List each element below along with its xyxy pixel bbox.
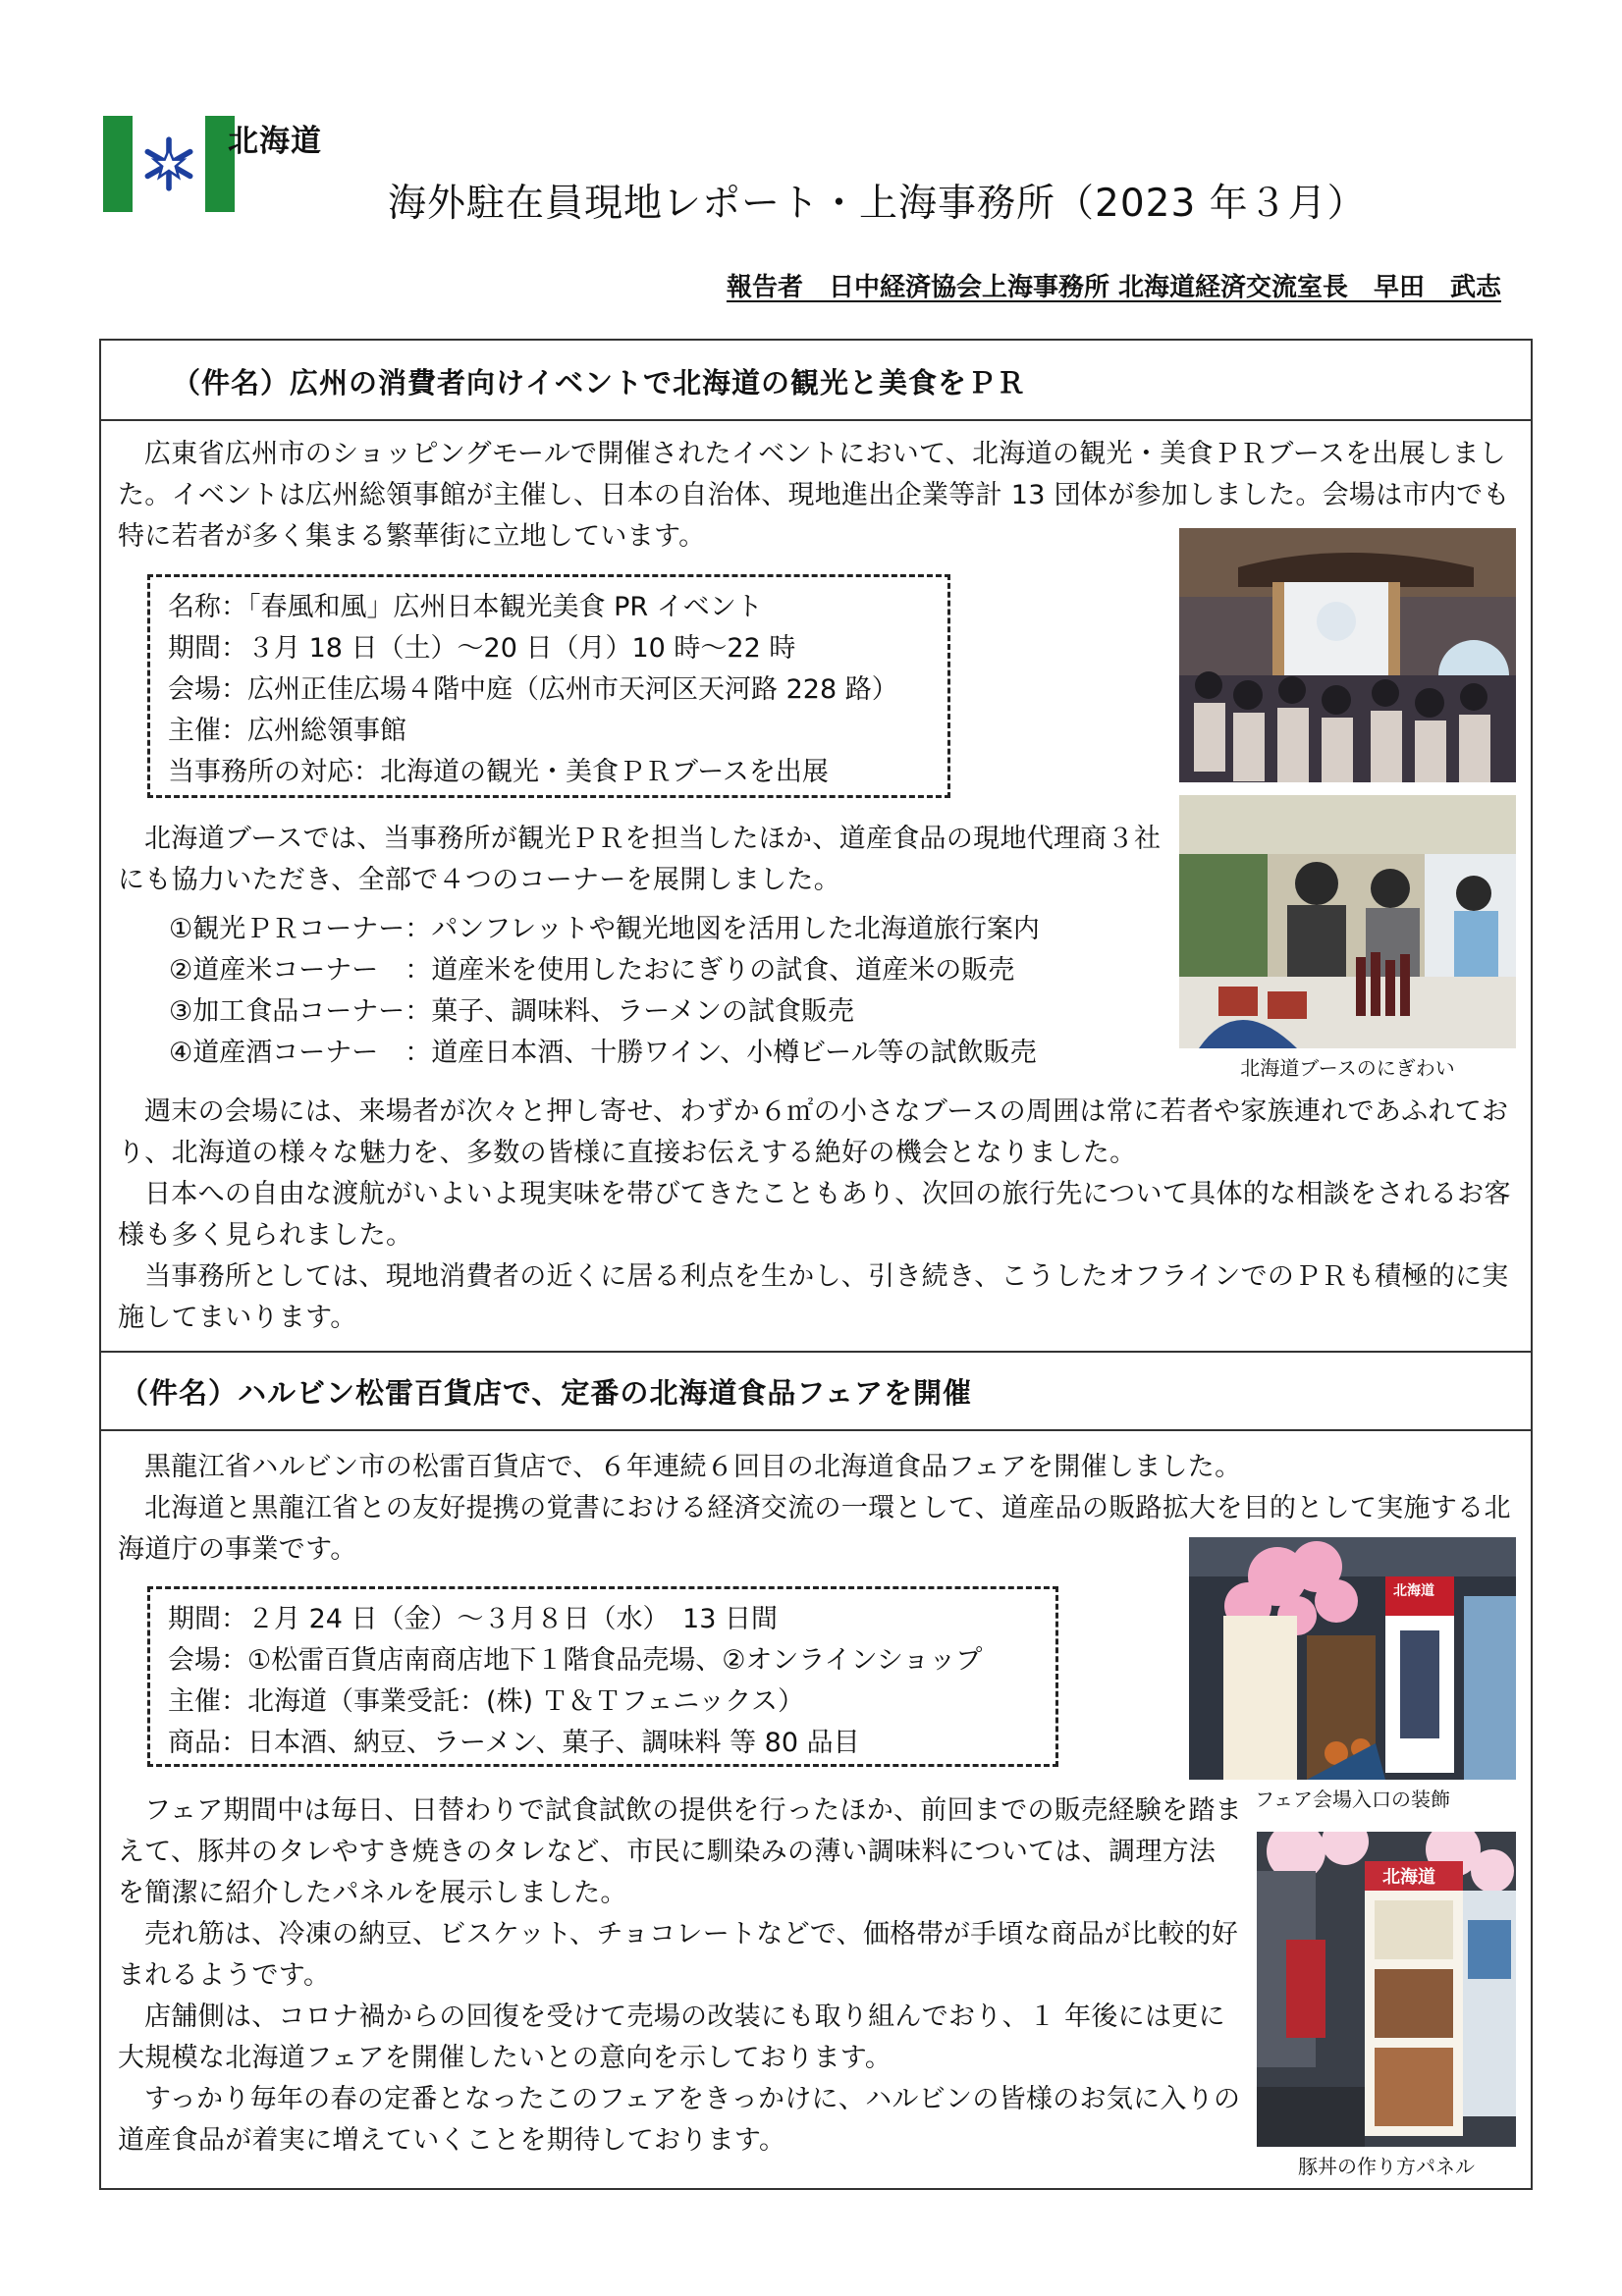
reporter-line: 報告者 日中経済協会上海事務所 北海道経済交流室長 早田 武志 (726, 273, 1501, 302)
report-title: 海外駐在員現地レポート・上海事務所（2023 年３月） (388, 182, 1367, 226)
corner-desc: 菓子、調味料、ラーメンの試食販売 (431, 996, 854, 1027)
logo-green-bar-left (103, 116, 133, 212)
fair-info-organizer: 主催：北海道（事業受託：(株) Ｔ＆Ｔフェニックス） (168, 1686, 804, 1717)
butadon-panel-photo (1257, 1832, 1516, 2147)
section1-closing-text: 週末の会場には、来場者が次々と押し寄せ、わずか６㎡の小さなブースの周囲は常に若者や家族連れであふれており、北海道の様々な魅力を、多数の皆様に直接お伝えする絶好の機会となりました。 (118, 1096, 1509, 1168)
section2-title: （件名）ハルビン松雷百貨店で、定番の北海道食品フェアを開催 (120, 1376, 972, 1410)
list-item (169, 1033, 1040, 1074)
corner-name: ④道産酒コーナー ： (169, 1038, 432, 1068)
section2-title-divider (99, 1429, 1533, 1431)
corner-desc: 道産日本酒、十勝ワイン、小樽ビール等の試飲販売 (431, 1038, 1037, 1068)
fair-info-products: 商品：日本酒、納豆、ラーメン、菓子、調味料 等 80 品目 (168, 1728, 860, 1758)
snowflake-star-icon (138, 133, 199, 194)
booth-crowd-photo (1179, 795, 1516, 1048)
logo-text: 北海道 (228, 124, 322, 159)
fair-info-box (147, 1586, 1058, 1767)
section2-closing (118, 1790, 1242, 2162)
booth-paragraph-text: 北海道ブースでは、当事務所が観光ＰＲを担当したほか、道産食品の現地代理商３社にも協力いただき、全部で４つのコーナーを展開しました。 (118, 824, 1162, 895)
corner-list (169, 909, 1040, 1074)
section2-closing-text: すっかり毎年の春の定番となったこのフェアをきっかけに、ハルビンの皆様のお気に入りの道産食品が着実に増えていくことを期待しております。 (118, 2084, 1241, 2156)
fair-sign-text: 北海道 (1393, 1583, 1434, 1599)
booth-exterior-photo (1179, 528, 1516, 782)
list-item (169, 950, 1040, 991)
section2-closing-text: 店舗側は、コロナ禍からの回復を受けて売場の改装にも取り組んでおり、１ 年後には更に大規模な北海道フェアを開催したいとの意向を示しております。 (118, 2002, 1225, 2073)
event-info-venue: 会場：広州正佳広場４階中庭（広州市天河区天河路 228 路） (168, 674, 898, 705)
section2-intro-text: 黒龍江省ハルビン市の松雷百貨店で、６年連続６回目の北海道食品フェアを開催しました。 (144, 1452, 1242, 1482)
section1-title-divider (99, 419, 1533, 421)
corner-name: ②道産米コーナー ： (169, 955, 432, 986)
fair-entrance-photo (1189, 1537, 1516, 1780)
hokkaido-logo (103, 116, 237, 212)
butadon-panel-caption: 豚丼の作り方パネル (1298, 2155, 1475, 2178)
booth-photo-caption: 北海道ブースのにぎわい (1240, 1056, 1455, 1080)
section1-closing-text: 日本への自由な渡航がいよいよ現実味を帯びてきたこともあり、次回の旅行先について具体的な相談をされるお客様も多く見られました。 (118, 1179, 1511, 1251)
event-info-response: 当事務所の対応：北海道の観光・美食ＰＲブースを出展 (168, 757, 829, 787)
section1-closing-text: 当事務所としては、現地消費者の近くに居る利点を生かし、引き続き、こうしたオフラインでのＰＲも積極的に実施してまいります。 (118, 1261, 1509, 1333)
corner-desc: パンフレットや観光地図を活用した北海道旅行案内 (431, 914, 1040, 944)
section2-closing-text: 売れ筋は、冷凍の納豆、ビスケット、チョコレートなどで、価格帯が手頃な商品が比較的好まれるようです。 (118, 1919, 1239, 1991)
section2-closing-text: フェア期間中は毎日、日替わりで試食試飲の提供を行ったほか、前回までの販売経験を踏まえて、豚丼のタレやすき焼きのタレなど、市民に馴染みの薄い調味料については、調理方法を簡潔に紹介したパネルを展示しました。 (118, 1795, 1242, 1908)
event-info-organizer: 主催：広州総領事館 (168, 716, 406, 746)
logo-emblem (133, 116, 205, 212)
section1-title: （件名）広州の消費者向けイベントで北海道の観光と美食をＰＲ (172, 366, 1027, 400)
event-info-name: 名称：「春風和風」広州日本観光美食 PR イベント (168, 592, 763, 622)
list-item (169, 909, 1040, 950)
panel-sign-text: 北海道 (1382, 1867, 1435, 1888)
fair-info-venue: 会場：①松雷百貨店南商店地下１階食品売場、②オンラインショップ (168, 1645, 983, 1676)
corner-name: ①観光ＰＲコーナー： (169, 914, 432, 944)
corner-name: ③加工食品コーナー： (169, 996, 432, 1027)
fair-entrance-caption: フェア会場入口の装飾 (1255, 1788, 1450, 1811)
section-divider (99, 1351, 1533, 1353)
booth-paragraph (118, 819, 1168, 901)
event-info-box (147, 574, 950, 798)
fair-info-period: 期間：２月 24 日（金）～３月８日（水） 13 日間 (168, 1604, 778, 1634)
corner-desc: 道産米を使用したおにぎりの試食、道産米の販売 (431, 955, 1015, 986)
section1-intro-text: 広東省広州市のショッピングモールで開催されたイベントにおいて、北海道の観光・美食ＰＲブースを出展しました。イベントは広州総領事館が主催し、日本の自治体、現地進出企業等計 13 団体が参加しました。会場は市内でも特に若者が多く集まる繁華街に立地しています。 (118, 439, 1510, 552)
section1-closing (118, 1092, 1517, 1339)
section2-intro-text: 北海道と黒龍江省との友好提携の覚書における経済交流の一環として、道産品の販路拡大を目的として実施する北海道庁の事業です。 (118, 1493, 1511, 1565)
event-info-period: 期間：３月 18 日（土）～20 日（月）10 時～22 時 (168, 633, 796, 664)
list-item (169, 991, 1040, 1033)
